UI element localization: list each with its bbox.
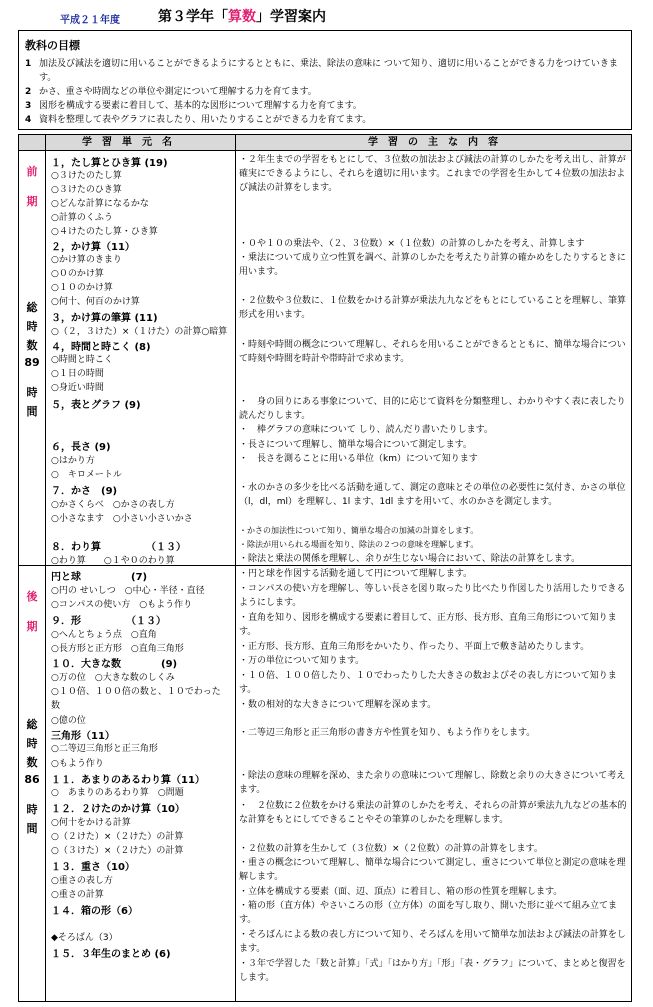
unit-subtopic: ○もよう作り <box>51 759 104 769</box>
title-subject: 算数 <box>228 9 256 25</box>
hours-char: 時 <box>26 803 38 816</box>
goal-number: 4 <box>25 115 32 125</box>
content-item: ・乗法について成り立つ性質を調べ、計算のしかたを考えたり計算の確かめをしたりするときに用います。 <box>239 253 626 277</box>
unit-subtopic: ○１日の時間 <box>51 369 104 379</box>
unit-subtopic: ○何十をかける計算 <box>51 818 131 828</box>
hours-char: 数 <box>26 339 38 352</box>
content-item: ・除法が用いられる場面を知り、除法の２つの意味を理解します。 <box>239 540 479 549</box>
unit-subtopic: ○億の位 <box>51 716 86 726</box>
content-item: ・正方形、長方形、直角三角形をかいたり、作ったり、平面上で敷き詰めたりします。 <box>239 642 590 652</box>
unit-subtopic: ○何十、何百のかけ算 <box>51 297 140 307</box>
unit-subtopic: ○円の せいしつ ○中心・半径・直径 <box>51 586 205 596</box>
unit-subtopic: ○０のかけ算 <box>51 269 104 279</box>
unit-subtopic: ○小さなます ○小さい小さいかさ <box>51 514 193 524</box>
unit-subtopic: ○二等辺三角形と正三角形 <box>51 744 158 754</box>
goal-item <box>25 99 627 113</box>
content-item: ・除法の意味の理解を深め、また余りの意味について理解し、除数と余りの大きさについて考えます。 <box>239 771 626 795</box>
hours-char: 総 <box>26 301 38 314</box>
unit-subtopic: ○４けたのたし算・ひき算 <box>51 227 158 237</box>
goal-text: 加法及び減法を適切に用いることができるようにするとともに、乗法、除法の意味に ついて知り、適切に用いることができる力をつけていきます。 <box>39 59 618 83</box>
unit-subtopic: ○かけ算のきまり <box>51 255 122 265</box>
content-item: ・数の相対的な大きさについて理解を深めます。 <box>239 700 437 710</box>
unit-subtopic: ○（２けた）×（２けた）の計算 <box>51 832 184 842</box>
unit-subtopic: ○（２，３けた）×（１けた）の計算○暗算 <box>51 327 228 337</box>
content-item: ・２位数や３位数に、１位数をかける計算が乗法九九などをもとにしていることを理解し、筆算形式を用います。 <box>239 296 627 320</box>
unit-title: 三角形（11） <box>51 731 115 742</box>
unit-title: 円と球 (7) <box>51 572 148 583</box>
content-item: ・箱の形（直方体）やさいころの形（立方体）の面を写し取り、開いた形に並べて組み立てます。 <box>239 901 618 925</box>
content-item: ・２位数の計算を生かして（３位数）×（２位数）の計算の計算をします。 <box>239 844 543 854</box>
unit-title: ３，かけ算の筆算 (11) <box>51 313 158 324</box>
subject-goals-box <box>18 30 632 130</box>
unit-title: ８．わり算 （１３） <box>51 542 186 553</box>
content-item: ・直角を知り、図形を構成する要素に着目して、正方形、長方形、直角三角形について知ります。 <box>239 613 617 637</box>
content-item: ・コンパスの使い方を理解し、等しい長さを図り取ったり比べたり作図したり活用したりできるようにします。 <box>239 584 626 608</box>
unit-title: １０．大きな数 (9) <box>51 659 178 670</box>
unit-title: １２．２けたのかけ算（10） <box>51 804 185 815</box>
column-divider <box>45 135 46 1001</box>
school-year: 平成２１年度 <box>60 15 120 26</box>
goal-text: 資料を整理して表やグラフに表したり、用いたりすることができる力を育てます。 <box>39 115 372 125</box>
curriculum-table <box>18 134 632 1002</box>
content-item: ・円と球を作図する活動を通して円について理解します。 <box>239 569 473 579</box>
term-char: 前 <box>26 165 38 178</box>
content-item: ・ 長さを測ることに用いる単位（km）について知ります <box>239 454 478 464</box>
unit-subtopic: ○へんとちょう点 ○直角 <box>51 630 157 640</box>
term-char: 後 <box>26 590 38 603</box>
content-item: ・０や１０の乗法や、（２、３位数）×（１位数）の計算のしかたを考え、計算します <box>239 239 585 249</box>
unit-title: ２，かけ算（11） <box>51 242 135 253</box>
unit-subtopic: ○わり算 ○１や０のわり算 <box>51 556 175 566</box>
hours-char: 時 <box>26 737 38 750</box>
content-item: ・ ２位数に２位数をかける乗法の計算のしかたを考え、それらの計算が乗法九九などの基本的な計算をもとにしてできることやその筆算のしかたを理解します。 <box>239 801 627 825</box>
first-term-label <box>19 151 45 565</box>
total-hours: 86 <box>24 773 40 786</box>
units-column-header: 学 習 単 元 名 <box>19 135 235 151</box>
hours-char: 時 <box>26 320 38 333</box>
content-column-header: 学 習 の 主 な 内 容 <box>235 135 631 151</box>
title-prefix: 第３学年「 <box>158 9 228 25</box>
term-char: 期 <box>26 195 38 208</box>
page-title <box>158 6 326 26</box>
hours-char: 数 <box>26 756 38 769</box>
goal-item <box>25 113 627 127</box>
unit-subtopic: ○どんな計算になるかな <box>51 199 149 209</box>
unit-subtopic: ○はかり方 <box>51 456 95 466</box>
content-item: ・水のかさの多少を比べる活動を通して、測定の意味とその単位の必要性に気付き、かさの単位（l，dl，ml）を理解し、1l ます、1dl ますを用いて、水のかさを測定します。 <box>239 483 626 507</box>
content-item: ・二等辺三角形と正三角形の書き方や性質を知り、もよう作りをします。 <box>239 728 536 738</box>
hours-char: 総 <box>26 718 38 731</box>
hours-char: 時 <box>26 386 38 399</box>
unit-subtopic: ○（３けた）×（２けた）の計算 <box>51 846 184 856</box>
goal-text: かさ、重さや時間などの単位や測定について理解する力を育てます。 <box>39 87 317 97</box>
content-item: ・ 身の回りにある事象について、目的に応じて資料を分類整理し、わかりやすく表に表したり読んだりします。 <box>239 397 626 421</box>
hours-char: 間 <box>26 405 38 418</box>
unit-subtopic: 数 <box>51 701 61 711</box>
content-item: ・そろばんによる数の表し方について知り、そろばんを用いて簡単な加法および減法の計算をします。 <box>239 930 626 954</box>
unit-title: ７．かさ (9) <box>51 486 118 497</box>
page-header <box>0 4 653 28</box>
unit-subtopic: ○長方形と正方形 ○直角三角形 <box>51 644 184 654</box>
unit-subtopic: ○１０倍、１００倍の数と、１０でわった <box>51 687 221 697</box>
second-term-label <box>19 566 45 1002</box>
content-item: ・立体を構成する要素（面、辺、頂点）に着目し、箱の形の性質を理解します。 <box>239 887 563 897</box>
content-item: ・３年で学習した「数と計算」「式」「はかり方」「形」「表・グラフ」について、まとめと復習をします。 <box>239 959 626 983</box>
unit-subtopic: ○身近い時間 <box>51 383 104 393</box>
unit-subtopic: ○重さの計算 <box>51 890 104 900</box>
unit-subtopic: ○万の位 ○大きな数のしくみ <box>51 673 175 683</box>
content-item: ・除法と乗法の関係を理解し、余りが生じない場合において、除法の計算をします。 <box>239 554 581 564</box>
unit-title: ６，長さ (9) <box>51 442 111 453</box>
total-hours: 89 <box>24 356 40 369</box>
unit-subtopic: ○コンパスの使い方 ○もよう作り <box>51 600 193 610</box>
unit-title: １１．あまりのあるわり算（11） <box>51 775 205 786</box>
goal-number: 1 <box>25 59 32 69</box>
goals-title: 教科の目標 <box>25 39 80 52</box>
unit-title: ４，時間と時こく (8) <box>51 342 151 353</box>
unit-title: ９．形 （１３） <box>51 616 166 627</box>
unit-subtopic: ○３けたのたし算 <box>51 171 122 181</box>
goals-list <box>25 57 627 127</box>
content-item: ・長さについて理解し、簡単な場合について測定します。 <box>239 440 472 450</box>
unit-title: ５，表とグラフ (9) <box>51 400 141 411</box>
unit-subtopic: ◆そろばん（3） <box>51 933 118 943</box>
content-item: ・時刻や時間の概念について理解し、それらを用いることができるとともに、簡単な場合について時刻や時間を時計や帯時計で求めます。 <box>239 340 626 364</box>
goal-number: 3 <box>25 101 32 111</box>
unit-title: １３．重さ（10） <box>51 862 135 873</box>
unit-subtopic: ○ あまりのあるわり算 ○問題 <box>51 788 184 798</box>
unit-subtopic: ○かさくらべ ○かさの表し方 <box>51 500 175 510</box>
goal-text: 図形を構成する要素に着目して、基本的な図形について理解する力を育てます。 <box>39 101 362 111</box>
unit-title: １，たし算とひき算 (19) <box>51 158 168 169</box>
content-item: ・かさの加法性について知り、簡単な場合の加減の計算をします。 <box>239 526 479 535</box>
goal-number: 2 <box>25 87 32 97</box>
content-item: ・ 棒グラフの意味について しり、読んだり書いたりします。 <box>239 425 493 435</box>
unit-title: １５．３年生のまとめ (6) <box>51 949 171 960</box>
unit-title: １４．箱の形（6） <box>51 906 138 917</box>
unit-subtopic: ○ キロメートル <box>51 470 122 480</box>
content-item: ・万の単位について知ります。 <box>239 656 365 666</box>
content-item: ・１０倍、１００倍したり、１０でわったりした大きさの数およびその表し方について知ります。 <box>239 671 617 695</box>
title-suffix: 」学習案内 <box>256 9 326 25</box>
goal-item <box>25 85 627 99</box>
unit-subtopic: ○３けたのひき算 <box>51 185 122 195</box>
content-item: ・２年生までの学習をもとにして、３位数の加法および減法の計算のしかたを考え出し、計算が確実にできるようにし、それらを適切に用います。これまでの学習を生かして４位数の加法および減法の計算をします。 <box>239 155 626 193</box>
content-item: ・重さの概念について理解し、簡単な場合について測定し、重さについて単位と測定の意味を理解します。 <box>239 858 626 882</box>
unit-subtopic: ○計算のくふう <box>51 213 113 223</box>
hours-char: 間 <box>26 822 38 835</box>
column-divider <box>235 135 236 1001</box>
unit-subtopic: ○時間と時こく <box>51 355 113 365</box>
unit-subtopic: ○１０のかけ算 <box>51 283 113 293</box>
term-char: 期 <box>26 620 38 633</box>
unit-subtopic: ○重さの表し方 <box>51 876 113 886</box>
goal-item <box>25 57 627 85</box>
